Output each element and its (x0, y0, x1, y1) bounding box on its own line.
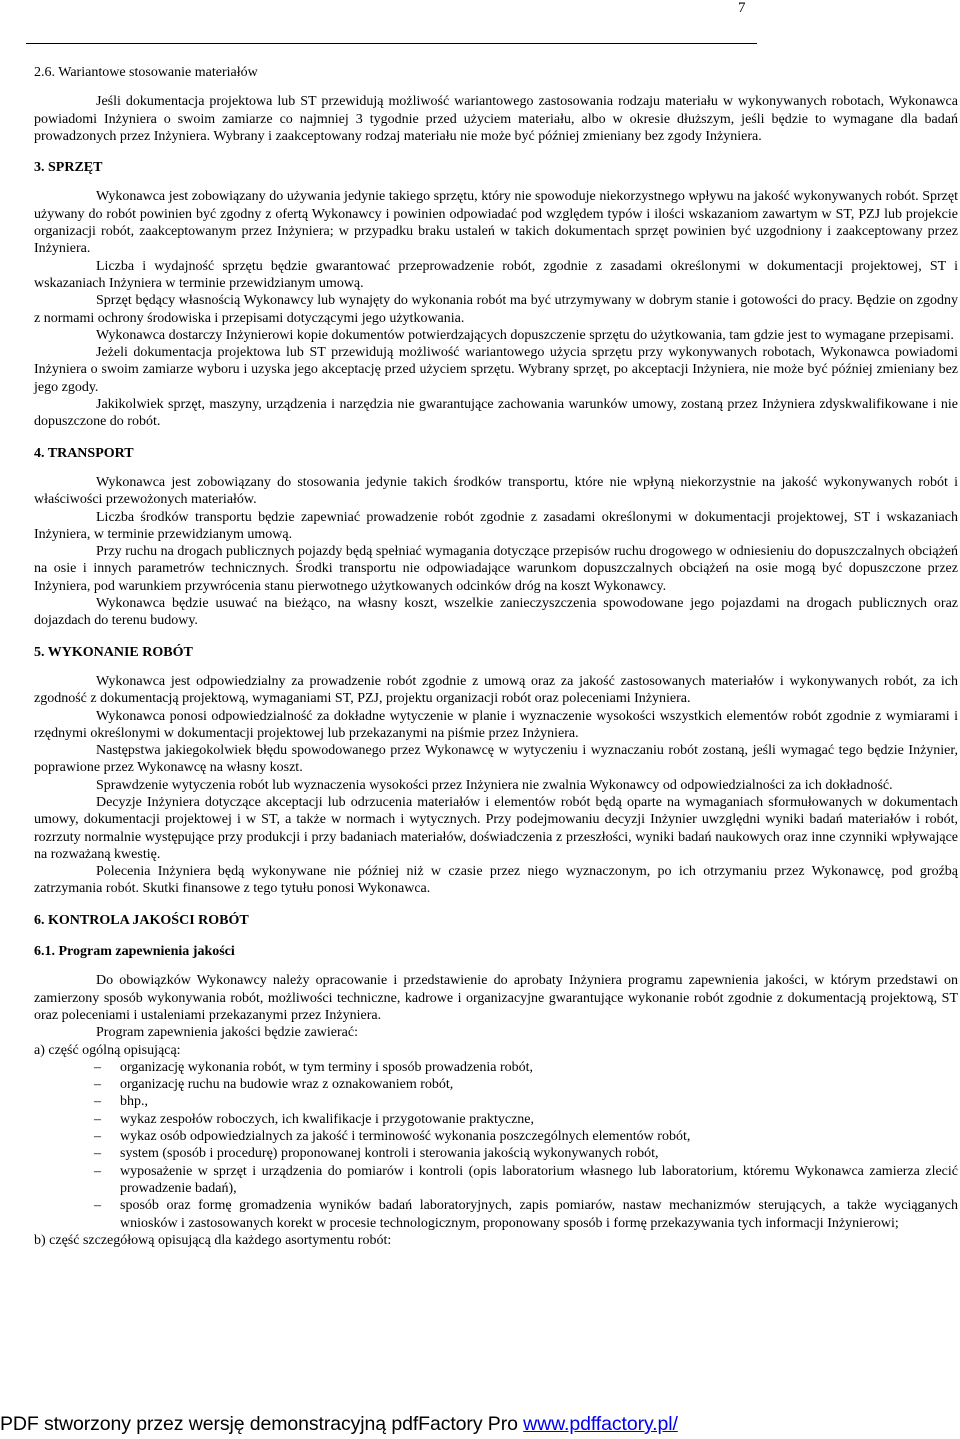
paragraph: Sprawdzenie wytyczenia robót lub wyznaczenia wysokości przez Inżyniera nie zwalnia Wykonawcy od odpowiedzialności za ich dokładność. (96, 777, 893, 793)
list-item: – wykaz zespołów roboczych, ich kwalifikacje i przygotowanie praktyczne, (94, 1111, 534, 1127)
paragraph: Jeżeli dokumentacja projektowa lub ST przewidują możliwość wariantowego użycia sprzętu przy wykonywanych robotach, Wykonawca powiadomi Inżyniera o swoim zamiarze wyboru i uzyska jego akceptację przed użyciem sprzętu. Wybrany sprzęt, po akceptacji Inżyniera, nie może być później zmieniany bez jego zgody. (34, 345, 958, 395)
paragraph: Sprzęt będący własnością Wykonawcy lub wynajęty do wykonania robót ma być utrzymywany w dobrym stanie i gotowości do pracy. Będzie on zgodny z normami ochrony środowiska i przepisami dotyczącymi jego użytkowania. (34, 293, 958, 326)
paragraph: Wykonawca będzie usuwać na bieżąco, na własny koszt, wszelkie zanieczyszczenia spowodowane jego pojazdami na drogach publicznych oraz dojazdach do terenu budowy. (34, 596, 958, 629)
list-item: – bhp., (94, 1094, 148, 1110)
paragraph: Następstwa jakiegokolwiek błędu spowodowanego przez Wykonawcę w wytyczeniu i wyznaczaniu robót zostaną, jeśli wymagać tego będzie Inżynier, poprawione przez Wykonawcę na własny koszt. (34, 743, 958, 776)
paragraph: Polecenia Inżyniera będą wykonywane nie później niż w czasie przez niego wyznaczonym, po ich otrzymaniu przez Wykonawcę, pod groźbą zatrzymania robót. Skutki finansowe z tego tytułu ponosi Wykonawca. (34, 864, 958, 897)
paragraph: Przy ruchu na drogach publicznych pojazdy będą spełniać wymagania dotyczące przepisów ruchu drogowego w odniesieniu do dopuszczalnych obciążeń na osie i innych parametrów technicznych. Środki transportu nie odpowiadające warunkom dopuszczalnych obciążeń na osie mogą być dopuszczone przez Inżyniera, pod warunkiem przywrócenia stanu pierwotnego użytkowanych odcinków dróg na koszt Wykonawcy. (34, 544, 958, 594)
paragraph: Jakikolwiek sprzęt, maszyny, urządzenia i narzędzia nie gwarantujące zachowania warunków umowy, zostaną przez Inżyniera zdyskwalifikowane i nie dopuszczone do robót. (34, 397, 958, 430)
list-item: – system (sposób i procedurę) proponowanej kontroli i sterowania jakością wykonywanych robót, (94, 1146, 659, 1162)
list-item: – sposób oraz formę gromadzenia wyników badań laboratoryjnych, zapis pomiarów, nastaw mechanizmów sterujących, a także wyciąganych wniosków i zastosowanych korekt w procesie technologicznym, proponowany sposób i formę przekazywania tych informacji Inżynierowi; (94, 1198, 958, 1231)
dash-bullet: – (94, 1129, 101, 1145)
dash-bullet: – (94, 1094, 101, 1110)
paragraph: Decyzje Inżyniera dotyczące akceptacji lub odrzucenia materiałów i elementów robót będą oparte na wymaganiach sformułowanych w dokumentach umowy, dokumentacji projektowej i w ST, a także w normach i wytycznych. Przy podejmowaniu decyzji Inżynier uwzględni wyniki badań materiałów i robót, rozrzuty normalnie występujące przy produkcji i przy badaniach materiałów, doświadczenia z przeszłości, wyniki badań naukowych oraz inne czynniki wpływające na rozważaną kwestię. (34, 794, 958, 862)
dash-bullet: – (94, 1077, 101, 1093)
page-number: 7 (738, 0, 746, 16)
paragraph: Liczba środków transportu będzie zapewniać prowadzenie robót zgodnie z zasadami określonymi w dokumentacji projektowej, ST i wskazaniach Inżyniera, w terminie przewidzianym umową. (34, 509, 958, 542)
document-body (34, 64, 958, 1249)
pdffactory-link[interactable]: www.pdffactory.pl/ (523, 1413, 678, 1435)
dash-bullet: – (94, 1059, 101, 1075)
paragraph: Program zapewnienia jakości będzie zawierać: (96, 1025, 358, 1041)
list-item: – wyposażenie w sprzęt i urządzenia do pomiarów i kontroli (opis laboratorium własnego lub laboratorium, któremu Wykonawca zamierza zlecić prowadzenie badań), (94, 1163, 958, 1196)
section-heading-6: 6. KONTROLA JAKOŚCI ROBÓT (34, 912, 249, 928)
dash-bullet: – (94, 1146, 101, 1162)
section-heading-2-6: 2.6. Wariantowe stosowanie materiałów (34, 65, 258, 80)
paragraph: Do obowiązków Wykonawcy należy opracowanie i przedstawienie do aprobaty Inżyniera programu zapewnienia jakości, w którym przedstawi on zamierzony sposób wykonywania robót, możliwości techniczne, kadrowe i organizacyjne gwarantujące wykonanie robót zgodnie z dokumentacją projektową, ST oraz poleceniami i ustaleniami przekazanymi przez Inżyniera. (34, 973, 958, 1023)
header-rule (26, 43, 757, 44)
section-heading-6-1: 6.1. Program zapewnienia jakości (34, 944, 235, 960)
dash-bullet: – (94, 1198, 101, 1214)
list-outro: b) część szczegółową opisującą dla każdego asortymentu robót: (34, 1232, 392, 1248)
paragraph: Wykonawca jest zobowiązany do stosowania jedynie takich środków transportu, które nie wpłyną niekorzystnie na jakość wykonywanych robót i właściwości przewożonych materiałów. (34, 474, 958, 508)
banner-text: PDF stworzony przez wersję demonstracyjną pdfFactory Pro (0, 1413, 524, 1435)
list-item: – organizację ruchu na budowie wraz z oznakowaniem robót, (94, 1077, 454, 1093)
list-item: – organizację wykonania robót, w tym terminy i sposób prowadzenia robót, (94, 1059, 534, 1075)
section-heading-3: 3. SPRZĘT (34, 160, 103, 176)
dash-bullet: – (94, 1163, 101, 1179)
paragraph: Wykonawca jest zobowiązany do używania jedynie takiego sprzętu, który nie spowoduje niekorzystnego wpływu na jakość wykonywanych robót. Sprzęt używany do robót powinien być zgodny z ofertą Wykonawcy i powinien odpowiadać pod względem typów i ilości wskazaniom zawartym w ST, PZJ lub projekcie organizacji robót, zaakceptowanym przez Inżyniera; w przypadku braku ustaleń w takich dokumentach sprzęt powinien być uzgodniony i zaakceptowany przez Inżyniera. (34, 189, 958, 257)
paragraph: Wykonawca jest odpowiedzialny za prowadzenie robót zgodnie z umową oraz za jakość zastosowanych materiałów i wykonywanych robót, za ich zgodność z dokumentacją projektową, wymaganiami ST, PZJ, projektu organizacji robót oraz poleceniami Inżyniera. (34, 673, 958, 707)
list-intro: a) część ogólną opisującą: (34, 1042, 181, 1058)
section-heading-4: 4. TRANSPORT (34, 445, 134, 461)
paragraph: Wykonawca ponosi odpowiedzialność za dokładne wytyczenie w planie i wyznaczenie wysokości wszystkich elementów robót zgodnie z wymiarami i rzędnymi określonymi w dokumentacji projektowej lub przekazanymi na piśmie przez Inżyniera. (34, 708, 958, 741)
quality-program-list (34, 1059, 958, 1232)
list-item: – wykaz osób odpowiedzialnych za jakość i terminowość wykonania poszczególnych elementów robót, (94, 1129, 691, 1145)
paragraph: Jeśli dokumentacja projektowa lub ST przewidują możliwość wariantowego zastosowania rodzaju materiału w wykonywanych robotach, Wykonawca powiadomi Inżyniera o swoim zamiarze co najmniej 3 tygodnie przed użyciem materiału, albo w okresie dłuższym, jeśli będzie to wymagane dla badań prowadzonych przez Inżyniera. Wybrany i zaakceptowany rodzaj materiału nie może być później zmieniany bez zgody Inżyniera. (34, 94, 958, 144)
pdffactory-banner (0, 1412, 960, 1436)
section-heading-5: 5. WYKONANIE ROBÓT (34, 644, 193, 660)
dash-bullet: – (94, 1111, 101, 1127)
paragraph: Wykonawca dostarczy Inżynierowi kopie dokumentów potwierdzających dopuszczenie sprzętu do użytkowania, tam gdzie jest to wymagane przepisami. (96, 327, 954, 343)
paragraph: Liczba i wydajność sprzętu będzie gwarantować przeprowadzenie robót, zgodnie z zasadami określonymi w dokumentacji projektowej, ST i wskazaniach Inżyniera w terminie przewidzianym umową. (34, 258, 958, 291)
